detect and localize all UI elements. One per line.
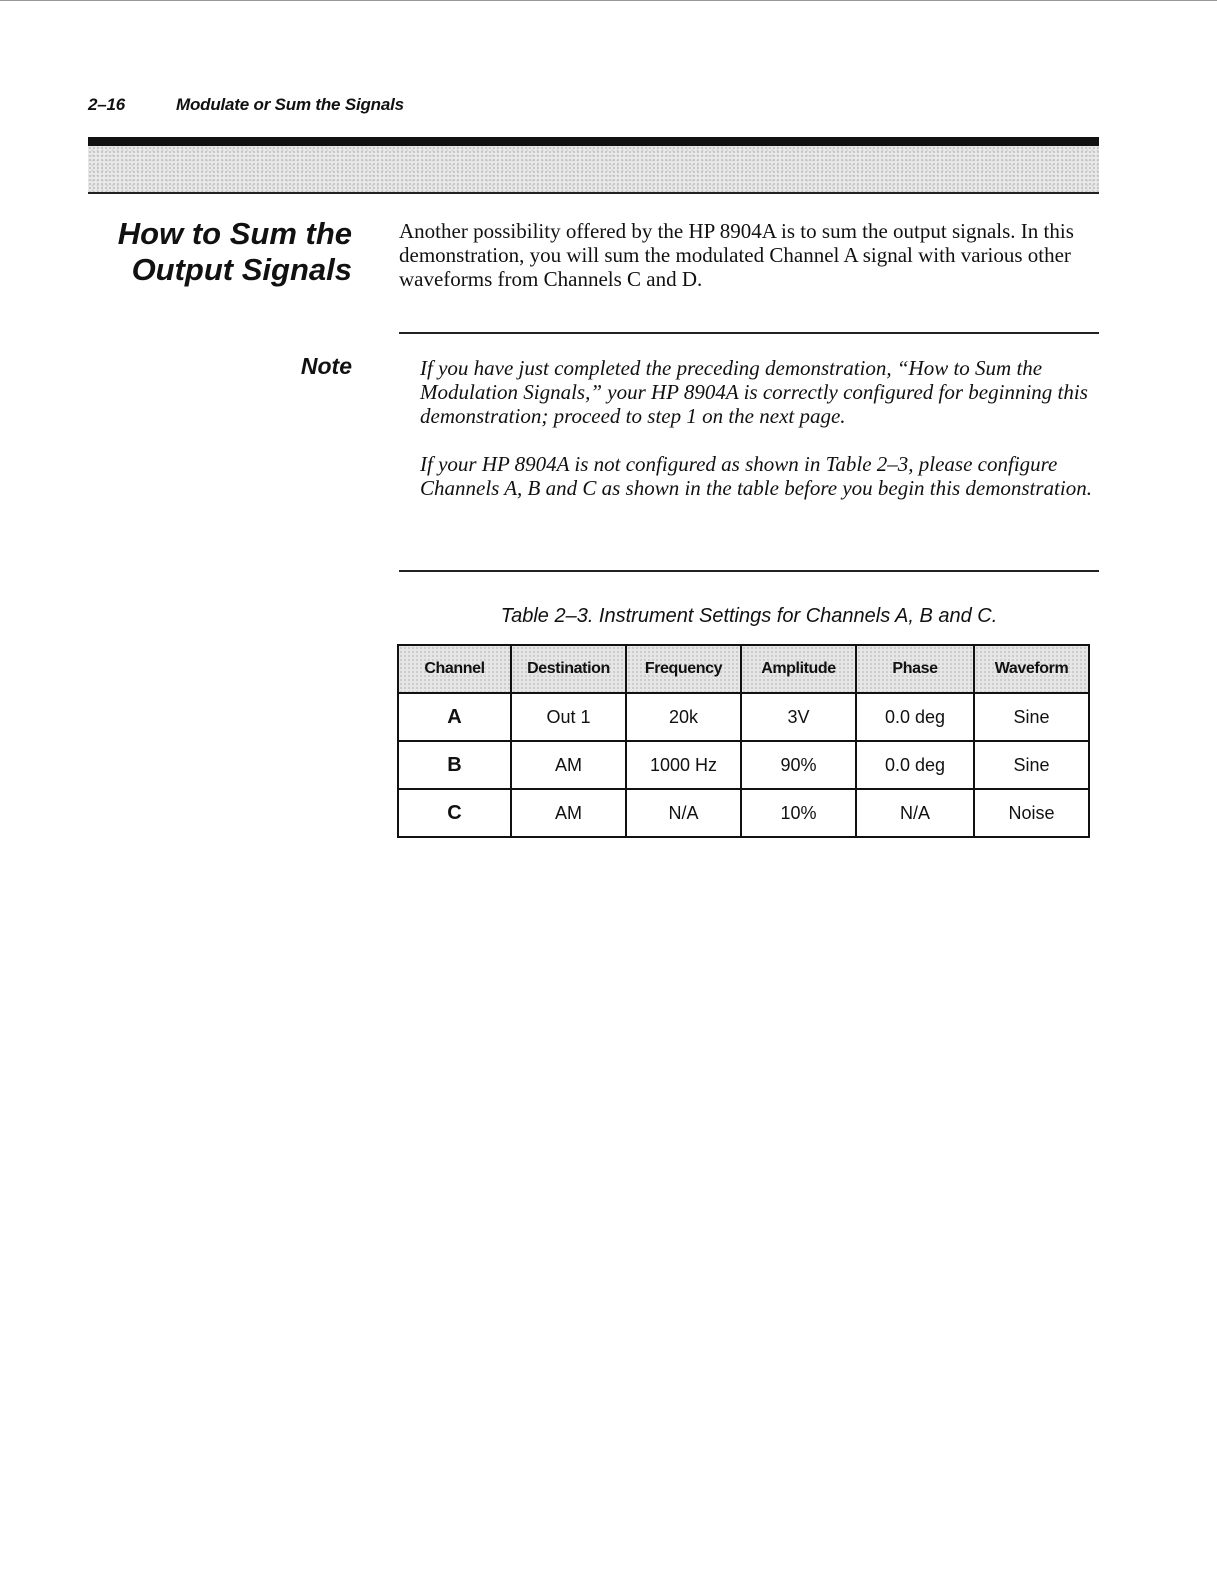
note-body <box>420 356 1100 524</box>
header-destination: Destination <box>511 645 626 693</box>
note-label: Note <box>300 353 352 379</box>
intro-paragraph: Another possibility offered by the HP 8904A is to sum the output signals. In this demonstration, you will sum the modulated Channel A signal with various other waveforms from Channels C and D. <box>399 219 1074 291</box>
table-row <box>398 789 1089 837</box>
table-cell: Noise <box>974 789 1089 837</box>
table-caption: Table 2–3. Instrument Settings for Channels A, B and C. <box>500 605 998 627</box>
table-cell: AM <box>511 741 626 789</box>
banner-bar <box>88 137 1099 146</box>
table-cell: AM <box>511 789 626 837</box>
table-cell: 0.0 deg <box>856 693 974 741</box>
section-banner <box>88 137 1099 194</box>
table-cell: 90% <box>741 741 856 789</box>
header-phase: Phase <box>856 645 974 693</box>
table-row <box>398 693 1089 741</box>
table-row <box>398 741 1089 789</box>
note-paragraph-2: If your HP 8904A is not configured as shown in Table 2–3, please configure Channels A, B and C as shown in the table before you begin this demonstration. <box>420 452 1092 500</box>
table-cell: Sine <box>974 693 1089 741</box>
running-header <box>88 95 404 115</box>
table-cell: 20k <box>626 693 741 741</box>
instrument-settings-table <box>397 644 1090 838</box>
header-channel: Channel <box>398 645 511 693</box>
table-header-row <box>398 645 1089 693</box>
table-cell: Out 1 <box>511 693 626 741</box>
section-title <box>88 216 352 288</box>
table-cell: Sine <box>974 741 1089 789</box>
banner-screen <box>88 146 1099 192</box>
table-cell: 10% <box>741 789 856 837</box>
header-waveform: Waveform <box>974 645 1089 693</box>
note-bottom-rule <box>399 570 1099 572</box>
page-number: 2–16 <box>88 95 126 114</box>
section-title-line-1: How to Sum the <box>117 216 352 251</box>
note-top-rule <box>399 332 1099 334</box>
table-cell: N/A <box>626 789 741 837</box>
table-cell: 3V <box>741 693 856 741</box>
section-title-line-2: Output Signals <box>131 252 352 287</box>
banner-rule <box>88 192 1099 194</box>
table-cell: B <box>398 741 511 789</box>
chapter-title: Modulate or Sum the Signals <box>176 95 404 114</box>
table-cell: A <box>398 693 511 741</box>
table-cell: 0.0 deg <box>856 741 974 789</box>
note-paragraph-1: If you have just completed the preceding demonstration, “How to Sum the Modulation Signals,” your HP 8904A is correctly configured for beginning this demonstration; proceed to step 1 on the next page. <box>420 356 1088 428</box>
table-cell: 1000 Hz <box>626 741 741 789</box>
header-amplitude: Amplitude <box>741 645 856 693</box>
table-cell: N/A <box>856 789 974 837</box>
table-cell: C <box>398 789 511 837</box>
page-top-edge <box>0 0 1217 1</box>
header-frequency: Frequency <box>626 645 741 693</box>
